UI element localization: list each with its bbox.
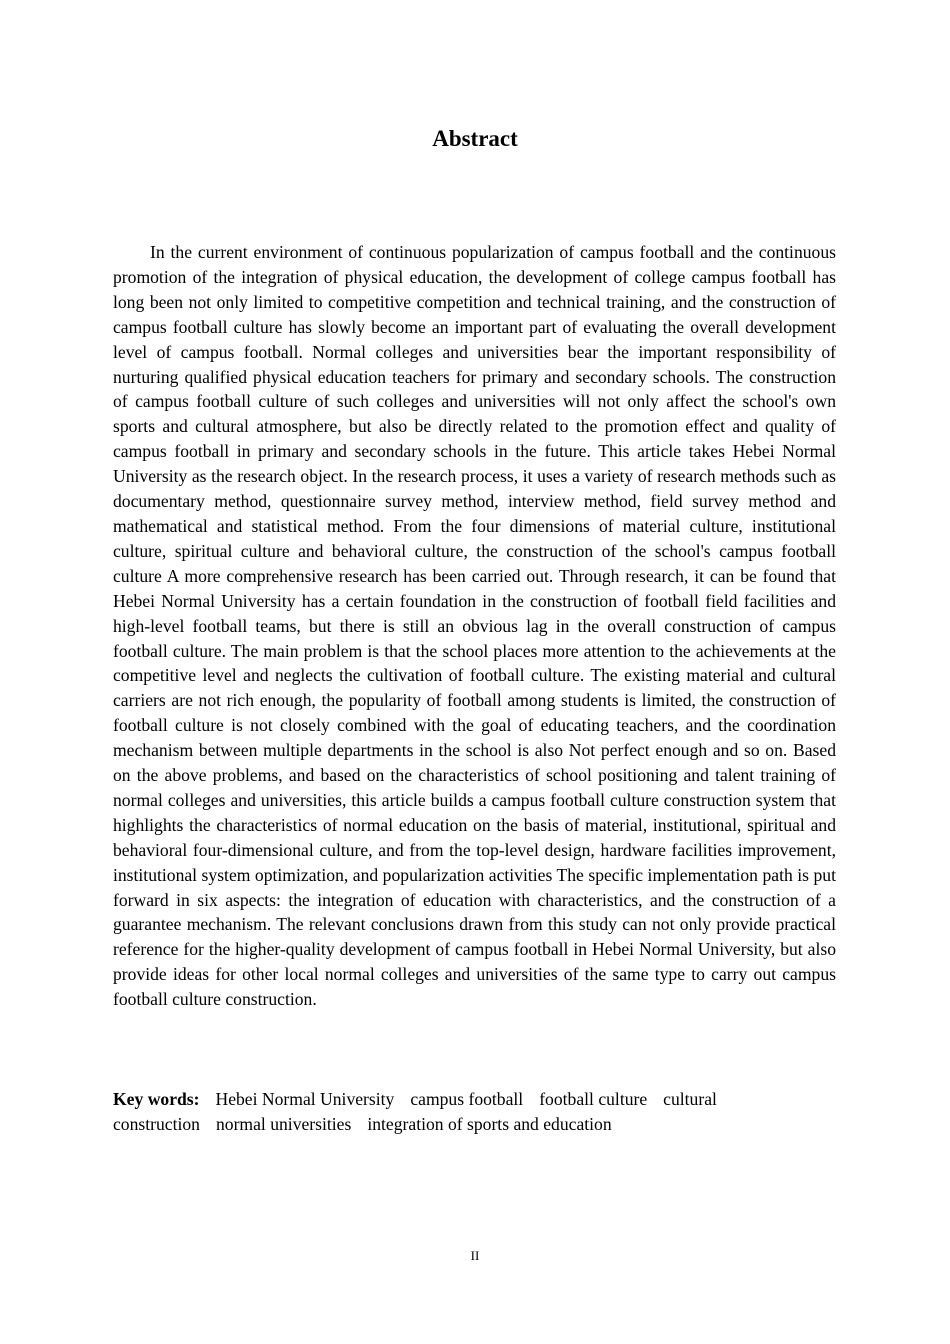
keyword-item: campus football [410,1089,524,1109]
keyword-item: normal universities [215,1113,352,1134]
abstract-title: Abstract [432,126,518,151]
page-number: II [470,1248,480,1263]
abstract-body: In the current environment of continuous popularization of campus football and the continuous promotion of the integration of physical education, the development of college campus football has long been not only limited to competitive competition and technical training, and the construction of campus football culture has slowly become an important part of evaluating the overall development level of campus football. Normal colleges and universities bear the important responsibility of nurturing qualified physical education teachers for primary and secondary schools. The construction of campus football culture of such colleges and universities will not only affect the school's own sports and cultural atmosphere, but also be directly related to the promotion effect and quality of campus football in primary and secondary schools in the future. This article takes Hebei Normal University as the research object. In the research process, it uses a variety of research methods such as documentary method, questionnaire survey method, interview method, field survey method and mathematical and statistical method. From the four dimensions of material culture, institutional culture, spiritual culture and behavioral culture, the construction of the school's campus football culture A more comprehensive research has been carried out. Through research, it can be found that Hebei Normal University has a certain foundation in the construction of football field facilities and high-level football teams, but there is still an obvious lag in the overall construction of campus football culture. The main problem is that the school places more attention to the achievements at the competitive level and neglects the cultivation of football culture. The existing material and cultural carriers are not rich enough, the popularity of football among students is limited, the construction of football culture is not closely combined with the goal of educating teachers, and the coordination mechanism between multiple departments in the school is also Not perfect enough and so on. Based on the above problems, and based on the characteristics of school positioning and talent training of normal colleges and universities, this article builds a campus football culture construction system that highlights the characteristics of normal education on the basis of material, institutional, spiritual and behavioral four-dimensional culture, and from the top-level design, hardware facilities improvement, institutional system optimization, and popularization activities The specific implementation path is put forward in six aspects: the integration of education with characteristics, and the construction of a guarantee mechanism. The relevant conclusions drawn from this study can not only provide practical reference for the higher-quality development of campus football in Hebei Normal University, but also provide ideas for other local normal colleges and universities of the same type to carry out campus football culture construction. [113,242,836,1010]
keyword-item: cultural construction [113,1089,717,1134]
keywords-label: Key words: [113,1089,200,1109]
keyword-item: integration of sports and education [367,1113,612,1134]
keyword-item: football culture [539,1089,648,1109]
keyword-item: Hebei Normal University [215,1089,395,1109]
keywords-section [113,1087,836,1137]
